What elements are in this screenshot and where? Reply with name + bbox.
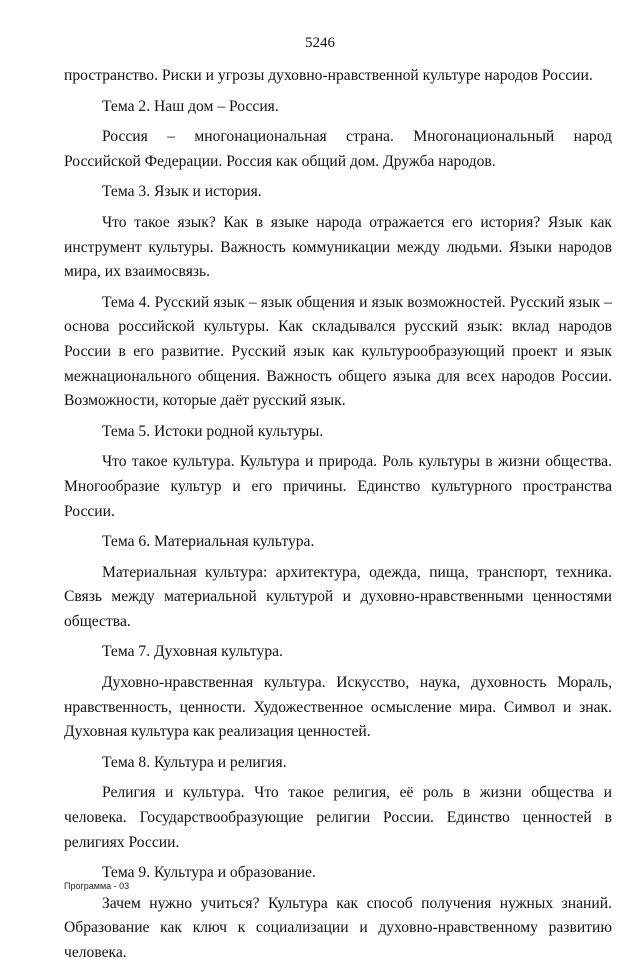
- paragraph-topic-9: Зачем нужно учиться? Культура как способ получения нужных знаний. Образование как ключ к социализации и духовно-нравственному развитию человека.: [64, 894, 612, 961]
- document-body: [64, 64, 612, 966]
- footer-label: Программа - 03: [64, 881, 130, 891]
- topic-heading-3: Тема 3. Язык и история.: [102, 183, 262, 201]
- topic-heading-7: Тема 7. Духовная культура.: [102, 643, 283, 661]
- paragraph-topic-8: Религия и культура. Что такое религия, её роль в жизни общества и человека. Государствообразующие религии России. Единство ценностей в религиях России.: [64, 784, 612, 851]
- topic-heading-2: Тема 2. Наш дом – Россия.: [102, 97, 279, 115]
- page-number: 5246: [305, 35, 335, 51]
- topic-heading-9: Тема 9. Культура и образование.: [102, 864, 316, 882]
- paragraph-continuation: пространство. Риски и угрозы духовно-нравственной культуре народов России.: [64, 67, 593, 84]
- topic-heading-8: Тема 8. Культура и религия.: [102, 753, 287, 771]
- paragraph-topic-4: Тема 4. Русский язык – язык общения и язык возможностей. Русский язык – основа российской культуры. Как складывался русский язык: вклад народов России в его развитие. Русский язык как культурообразующий проект и язык межнационального общения. Важность общего языка для всех народов России. Возможности, которые даёт русский язык.: [64, 293, 612, 410]
- paragraph-topic-5: Что такое культура. Культура и природа. Роль культуры в жизни общества. Многообразие культур и его причины. Единство культурного пространства России.: [64, 453, 612, 520]
- paragraph-topic-7: Духовно-нравственная культура. Искусство, наука, духовность Мораль, нравственность, ценности. Художественное осмысление мира. Символ и знак. Духовная культура как реализация ценностей.: [64, 674, 612, 741]
- topic-heading-5: Тема 5. Истоки родной культуры.: [102, 422, 324, 440]
- paragraph-topic-3: Что такое язык? Как в языке народа отражается его история? Язык как инструмент культуры. Важность коммуникации между людьми. Языки народов мира, их взаимосвязь.: [64, 213, 612, 281]
- paragraph-topic-6: Материальная культура: архитектура, одежда, пища, транспорт, техника. Связь между материальной культурой и духовно-нравственными ценностями общества.: [64, 563, 612, 630]
- topic-heading-6: Тема 6. Материальная культура.: [102, 533, 315, 551]
- paragraph-topic-2: Россия – многонациональная страна. Многонациональный народ Российской Федерации. Россия как общий дом. Дружба народов.: [64, 128, 612, 170]
